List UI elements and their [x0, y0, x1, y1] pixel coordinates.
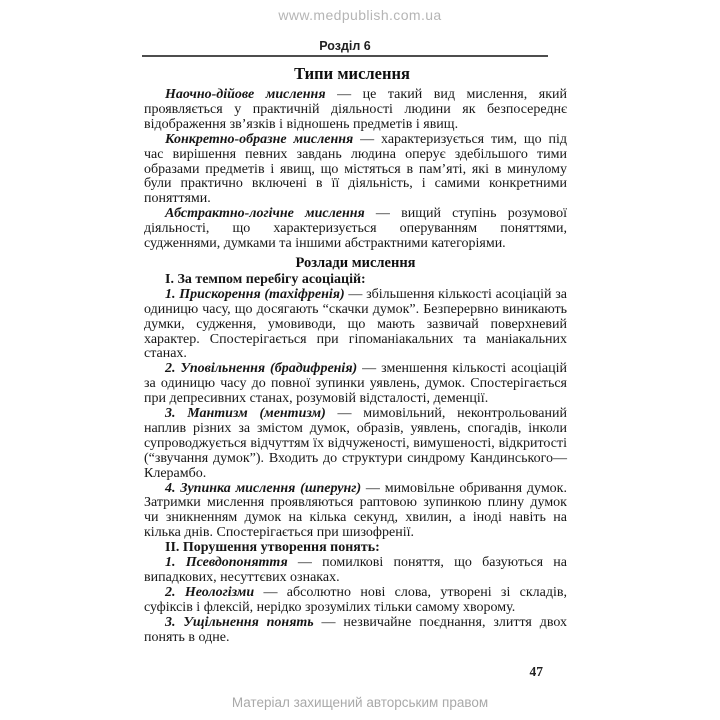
intro-paragraph [144, 88, 567, 133]
term-lead: Абстрактно-логічне мислення [165, 206, 365, 222]
chapter-header: Розділ 6 [319, 39, 371, 53]
paragraph-text: — абсолютно нові слова, утворені зі складів, суфіксів і флексій, нерідко зрозумілих тільки самому хворому. [144, 584, 567, 615]
paragraph-text: — це такий вид мислення, який проявляється у практичній діяльності людини як безпосереднє відображення зв’язків і відношень предметів і явищ. [144, 87, 567, 132]
paragraph-text: — зменшення кількості асоціацій за одиницю часу до повної зупинки уявлень, думок. Спостерігається при депресивних станах, розумовій відсталості, деменції. [144, 361, 568, 407]
term-lead: 1. Псевдопоняття [165, 555, 288, 571]
paragraph-text: — мимовільний, неконтрольований наплив різних за змістом думок, образів, уявлень, спогадів, інколи супроводжується відчуттям їх відчуженості, вимушеності, відкритості (“звучання думок”). Входить до структури синдрому Кандинського—Клерамбо. [144, 406, 567, 481]
intro-paragraph [144, 133, 567, 208]
term-lead: 3. Мантизм (ментизм) [165, 406, 326, 422]
header-rule [142, 55, 548, 57]
section-title: Розлади мислення [295, 254, 416, 271]
term-lead: 4. Зупинка мислення (шперунг) [165, 480, 362, 496]
intro-paragraph [144, 207, 567, 252]
term-lead: 1. Прискорення (тахіфренія) [165, 286, 345, 302]
list-item [144, 586, 567, 616]
paragraph-text: — збільшення кількості асоціацій за одиницю часу, що досягають “скачки думок”. Безперервно виникають думки, судження, умовиводи, що мають зазвичай поверхневий характер. Спостерігається при гіпоманіакальних та маніакальних станах. [144, 286, 567, 362]
paragraph-text: — характеризується тим, що під час вирішення певних завдань людина оперує здебільшого тими образами предметів і явищ, що містяться в пам’яті, які в минулому були практично включені в її діяльність, і самими конкретними поняттями. [144, 131, 567, 207]
list-item [144, 407, 567, 482]
list-item [144, 556, 567, 586]
copyright-footer: Матеріал захищений авторським правом [231, 695, 489, 710]
group-heading: II. Порушення утворення понять: [165, 540, 380, 556]
paragraph-text: — помилкові поняття, що базуються на випадкових, несуттєвих ознаках. [144, 555, 568, 585]
term-lead: Наочно-дійове мислення [165, 87, 326, 102]
list-item [144, 482, 567, 542]
paragraph-text: — незвичайне поєднання, злиття двох понять в одне. [144, 614, 567, 645]
term-lead: 2. Уповільнення (брадифренія) [165, 361, 358, 377]
paragraph-text: — вищий ступінь розумової діяльності, що характеризується оперуванням поняттями, судженнями, думками та іншими абстрактними категоріями. [144, 206, 568, 252]
page-title: Типи мислення [294, 64, 410, 83]
term-lead: 2. Неологізми [165, 584, 255, 600]
list-item [144, 362, 567, 407]
list-item [144, 288, 567, 363]
body-text [144, 88, 567, 646]
group-heading: I. За темпом перебігу асоціацій: [165, 271, 366, 287]
page-number: 47 [529, 664, 543, 679]
term-lead: 3. Ущільнення понять [165, 614, 314, 630]
term-lead: Конкретно-образне мислення [165, 131, 354, 147]
site-watermark: www.medpublish.com.ua [278, 7, 442, 23]
paragraph-text: — мимовільне обривання думок. Затримки мислення проявляються раптовою зупинкою плину думок чи зникненням думок на кілька секунд, хвилин, а іноді навіть на кілька днів. Спостерігається при шизофренії. [144, 480, 567, 541]
list-item [144, 616, 567, 646]
